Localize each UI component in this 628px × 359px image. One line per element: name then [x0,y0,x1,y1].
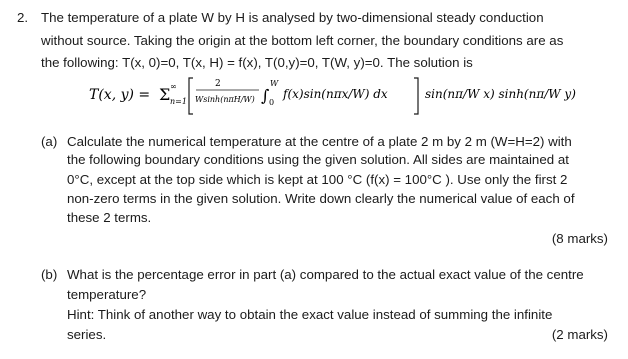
part-b-line-4: series. [67,327,107,342]
integrand: f(x)sin(nπx/W) dx [283,87,388,101]
integral-lower: 0 [269,98,275,107]
part-b-line-1: What is the percentage error in part (a) compared to the actual exact value of the centre [67,267,584,282]
intro-line-3: the following: T(x, 0)=0, T(x, H) = f(x), T(0,y)=0, T(W, y)=0. The solution is [41,55,473,70]
integral-symbol: ∫ [261,86,270,105]
part-a-line-3: 0°C, except at the top side which is kept at 100 °C (f(x) = 100°C ). Use only the first 2 [67,172,568,187]
sum-symbol: Σ [159,85,171,104]
sum-upper: ∞ [170,82,177,91]
part-a-line-1: Calculate the numerical temperature at the centre of a plate 2 m by 2 m (W=H=2) with [67,134,572,149]
equation-tail: sin(nπ/W x) sinh(nπ/W y) [425,87,576,101]
part-a-line-5: these 2 terms. [67,210,152,225]
part-b-line-2: temperature? [67,287,147,302]
part-a-line-2: the following boundary conditions using the given solution. All sides are maintained at [67,152,569,167]
part-a-label: (a) [41,134,58,149]
intro-line-2: without source. Taking the origin at the bottom left corner, the boundary conditions are as [41,33,564,48]
part-b-line-3: Hint: Think of another way to obtain the exact value instead of summing the infinite [67,307,553,322]
equation-svg [89,74,609,116]
part-a-line-4: non-zero terms in the given solution. Write down clearly the numerical value of each of [67,191,575,206]
right-bracket [414,78,418,114]
sum-lower: n=1 [170,97,187,106]
question-number: 2. [17,10,29,25]
equation-lhs: T(x, y) = [89,87,151,103]
part-a-marks: (8 marks) [551,231,608,246]
part-b-label: (b) [41,267,58,282]
part-b-marks: (2 marks) [551,327,608,342]
intro-line-1: The temperature of a plate W by H is analysed by two-dimensional steady conduction [41,10,544,25]
solution-equation [89,74,609,116]
fraction-numerator: 2 [215,79,221,89]
integral-upper: W [270,79,279,88]
fraction-denominator: Wsinh(nπH/W) [195,95,255,104]
left-bracket [189,78,193,114]
